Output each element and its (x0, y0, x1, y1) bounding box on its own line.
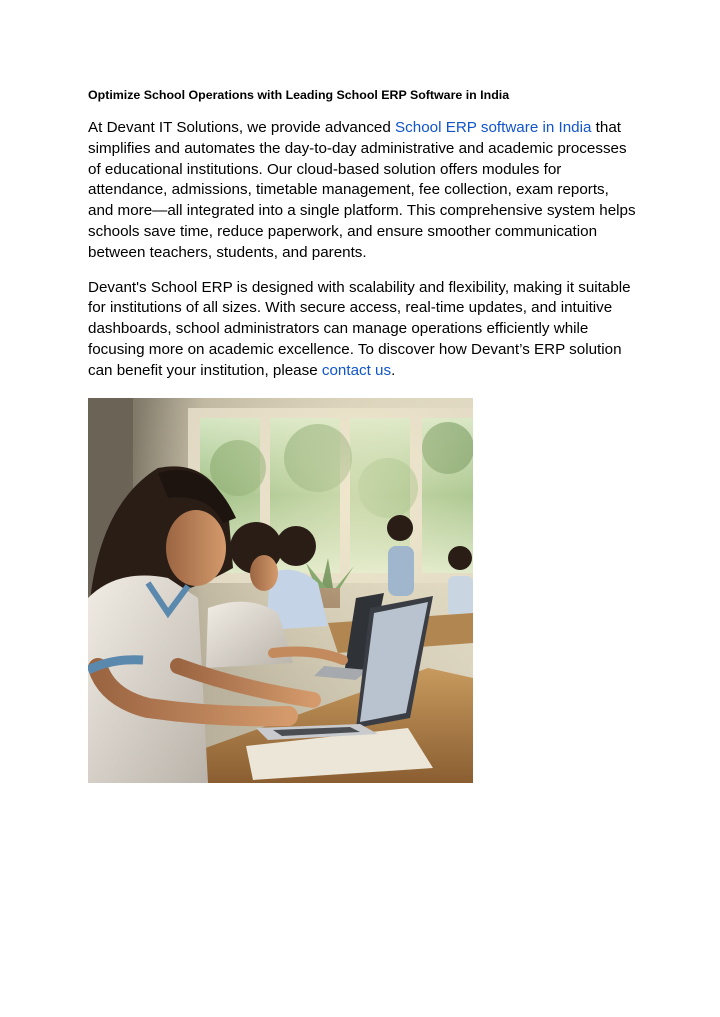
paragraph-details (88, 278, 636, 382)
students-laptops-photo (88, 398, 473, 783)
document-heading: Optimize School Operations with Leading School ERP Software in India (88, 88, 510, 102)
paragraph-intro-text-start: At Devant IT Solutions, we provide advanced (88, 119, 396, 136)
contact-us-link[interactable]: contact us (321, 361, 392, 379)
paragraph-intro (88, 118, 636, 264)
school-erp-link[interactable]: School ERP software in India (395, 119, 592, 136)
paragraph-details-text-start: Devant's School ERP is designed with scalability and flexibility, making it suitable for institutions of all sizes. With secure access, real-time updates, and intuitive dashboards, school administrators can manage operations efficiently while focusing more on academic excellence. To discover how Devant’s ERP solution can benefit your institution, please (88, 278, 631, 379)
paragraph-details-text-end: . (391, 361, 396, 379)
paragraph-intro-text-end: that simplifies and automates the day-to-day administrative and academic processes of educational institutions. Our cloud-based solution offers modules for attendance, admissions, timetable management, fee collection, exam reports, and more—all integrated into a single platform. This comprehensive system helps schools save time, reduce paperwork, and ensure smoother communication between teachers, students, and parents. (88, 119, 636, 261)
document-body (88, 86, 636, 396)
